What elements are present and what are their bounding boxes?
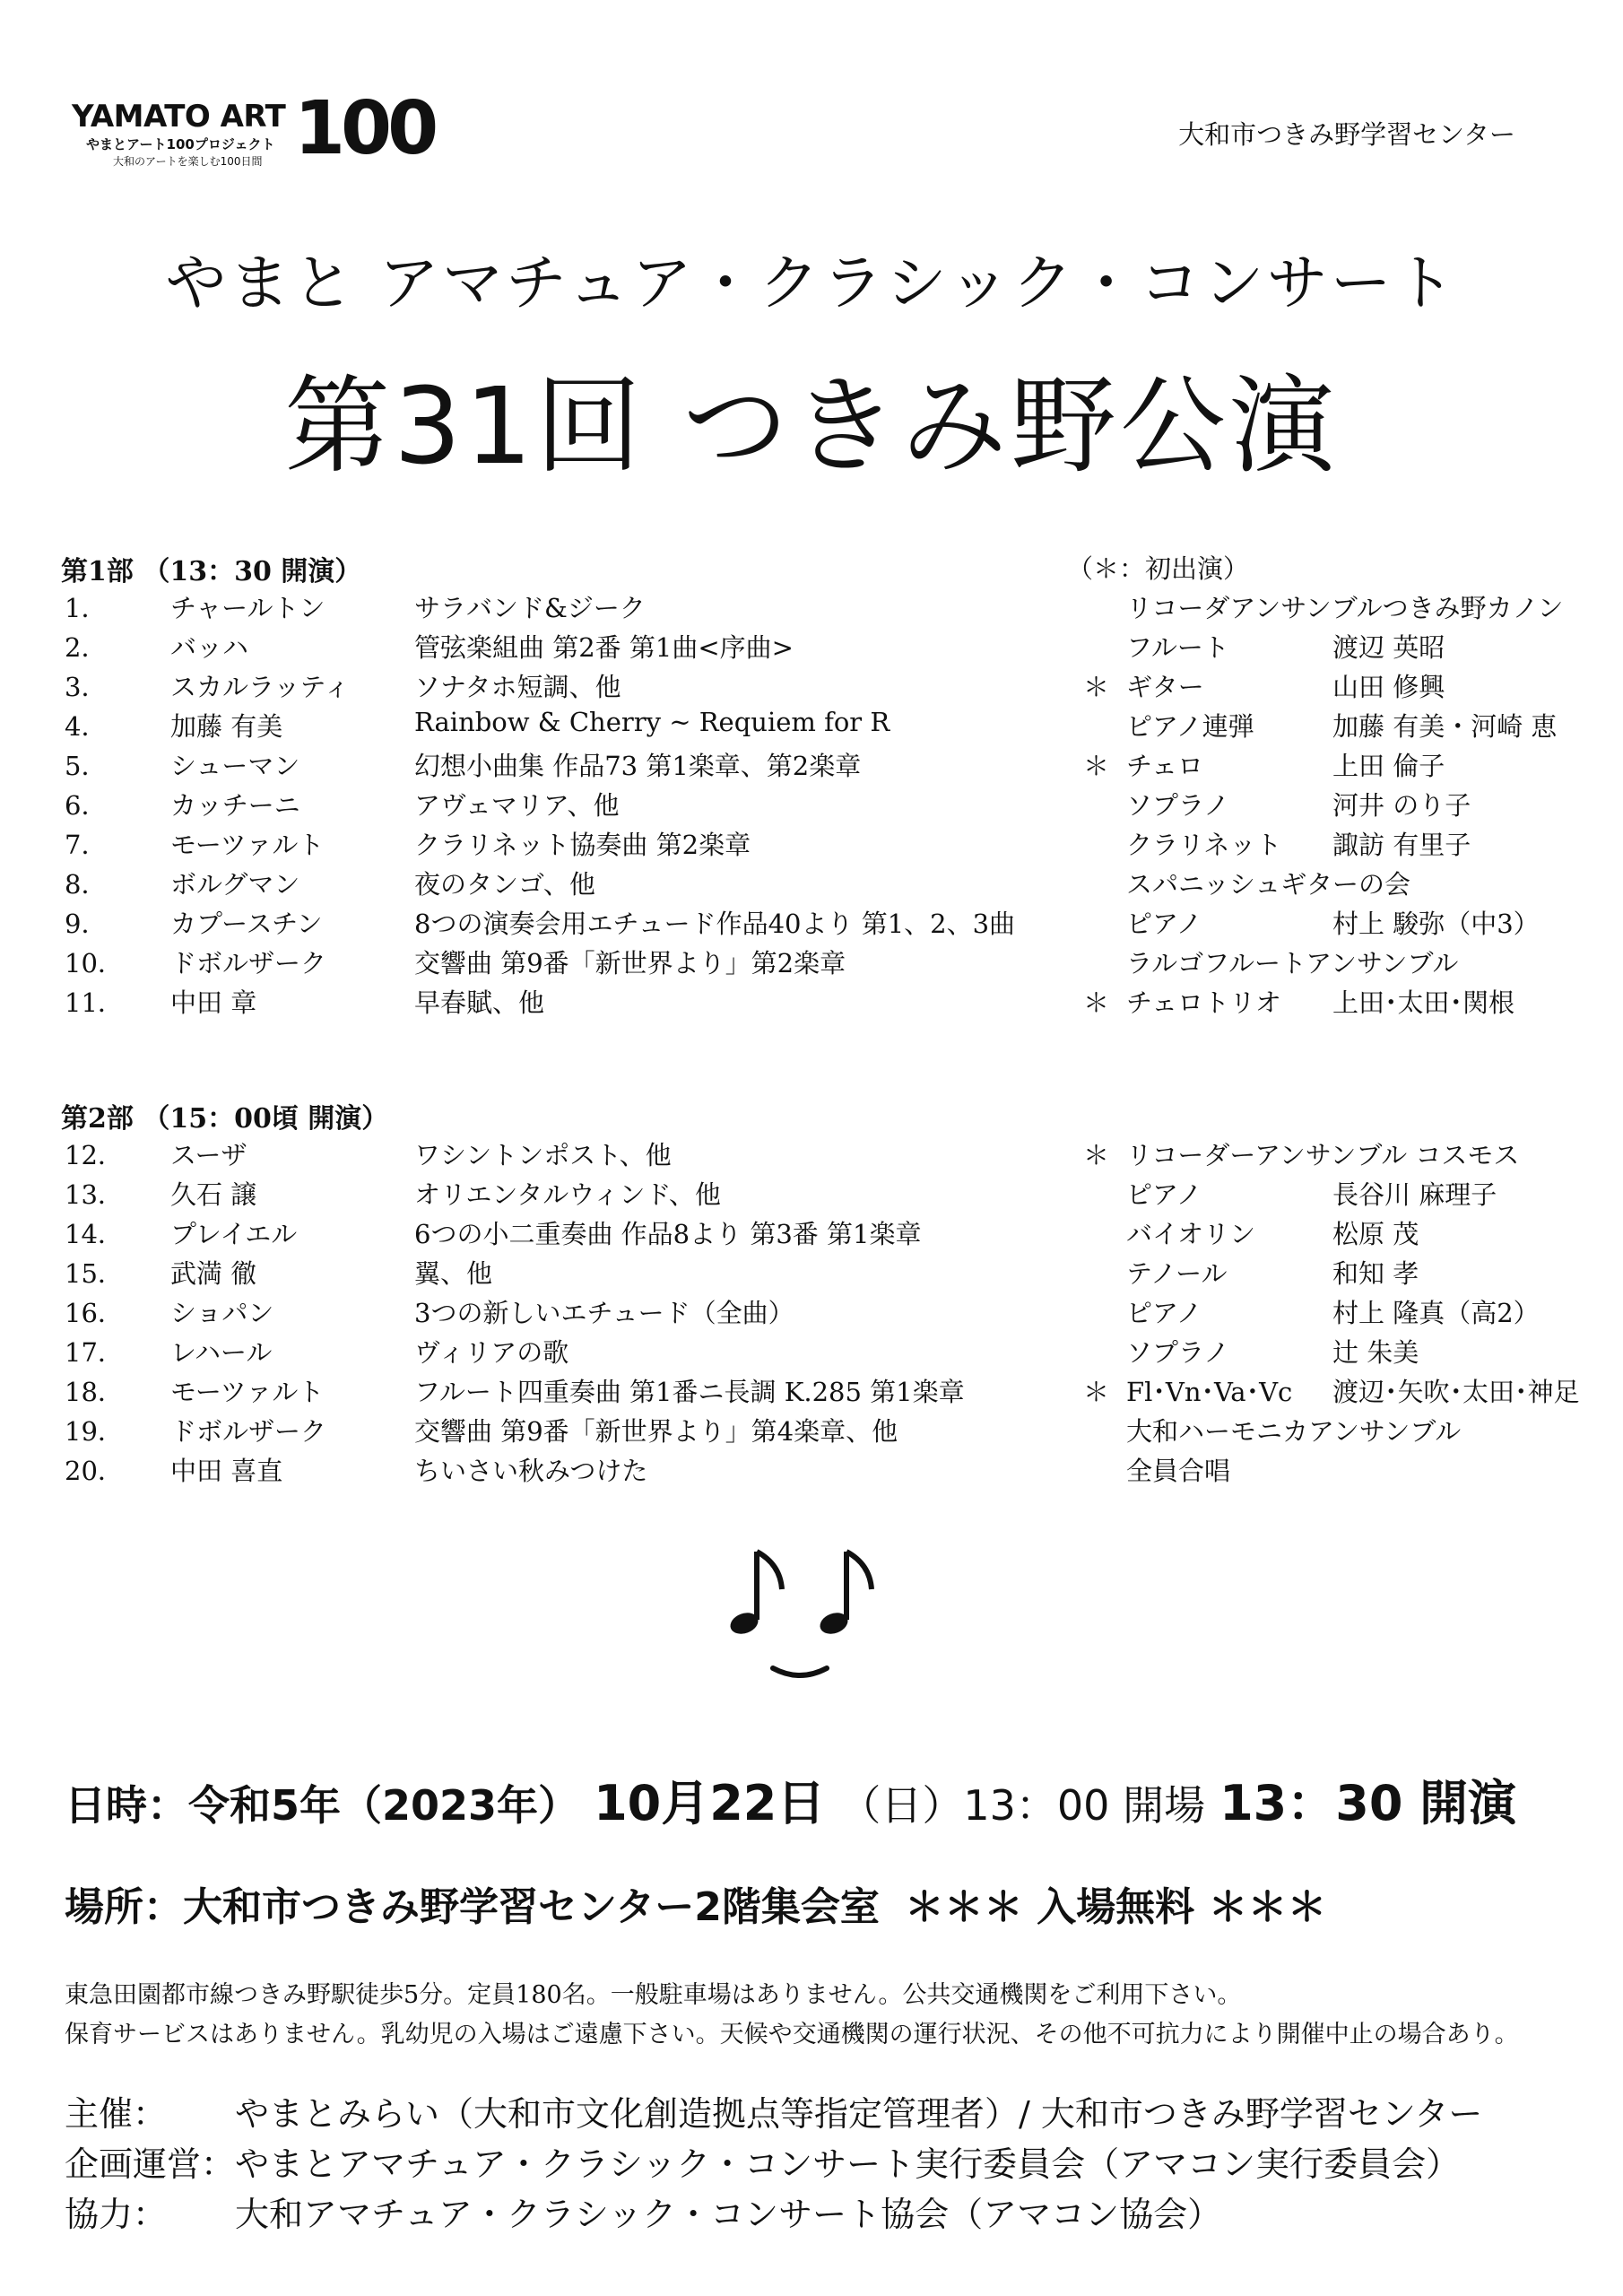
work-title: 交響曲 第9番「新世界より」第2楽章 bbox=[414, 948, 846, 978]
organizer-value: やまとアマチュア・クラシック・コンサート実行委員会（アマコン実行委員会） bbox=[235, 2144, 1461, 2184]
composer-name: チャールトン bbox=[170, 593, 325, 623]
instrument: スパニッシュギターの会 bbox=[1126, 869, 1410, 900]
organizer-value: やまとみらい（大和市文化創造拠点等指定管理者）/ 大和市つきみ野学習センター bbox=[235, 2094, 1483, 2134]
performer-name: 諏訪 有里子 bbox=[1332, 830, 1471, 860]
logo-tagline: やまとアート100プロジェクト bbox=[86, 136, 275, 152]
work-title: ワシントンポスト、他 bbox=[414, 1140, 672, 1170]
program-number: 5． bbox=[65, 751, 108, 781]
composer-name: カプースチン bbox=[170, 909, 323, 939]
performer-name: 上田 倫子 bbox=[1332, 751, 1445, 781]
composer-name: バッハ bbox=[170, 632, 249, 663]
instrument: ピアノ bbox=[1126, 1298, 1202, 1328]
program-number: 10． bbox=[65, 948, 124, 978]
work-title: ちいさい秋みつけた bbox=[414, 1456, 648, 1486]
organizer-label: 協力： bbox=[65, 2195, 168, 2234]
program-row bbox=[0, 588, 1623, 628]
performer-name: 松原 茂 bbox=[1332, 1219, 1419, 1249]
work-title: 8つの演奏会用エチュード作品40より 第1、2、3曲 bbox=[414, 909, 1016, 939]
program-number: 7． bbox=[65, 830, 108, 860]
work-title: 6つの小二重奏曲 作品8より 第3番 第1楽章 bbox=[414, 1219, 922, 1249]
work-title: フルート四重奏曲 第1番ニ長調 K.285 第1楽章 bbox=[414, 1377, 965, 1407]
admission-free: ＊＊＊ 入場無料 ＊＊＊ bbox=[904, 1884, 1327, 1930]
work-title: Rainbow & Cherry ~ Requiem for R bbox=[414, 707, 890, 737]
program-row bbox=[0, 1333, 1623, 1372]
part1-heading: 第1部 （13：30 開演） bbox=[61, 556, 362, 587]
program-number: 13． bbox=[65, 1179, 124, 1210]
performer-name: 山田 修興 bbox=[1332, 672, 1445, 702]
program-number: 20． bbox=[65, 1456, 124, 1486]
debut-legend: （＊：初出演） bbox=[1067, 553, 1250, 584]
program-row bbox=[0, 667, 1623, 707]
program-row bbox=[0, 904, 1623, 944]
debut-mark: ＊ bbox=[1083, 1377, 1110, 1407]
performer-name: 河井 のり子 bbox=[1332, 790, 1471, 821]
performer-name: 加藤 有美・河崎 恵 bbox=[1332, 711, 1558, 742]
debut-mark: ＊ bbox=[1083, 751, 1110, 781]
composer-name: 中田 喜直 bbox=[170, 1456, 283, 1486]
composer-name: シューマン bbox=[170, 751, 300, 781]
work-title: クラリネット協奏曲 第2楽章 bbox=[414, 830, 751, 860]
work-title: ヴィリアの歌 bbox=[414, 1337, 569, 1368]
program-number: 15． bbox=[65, 1258, 124, 1289]
instrument: ソプラノ bbox=[1126, 1337, 1230, 1368]
program-row bbox=[0, 1175, 1623, 1214]
organizer-planning bbox=[65, 2136, 1589, 2183]
program-number: 17． bbox=[65, 1337, 124, 1368]
program-number: 14． bbox=[65, 1219, 124, 1249]
instrument: リコーダアンサンブルつきみ野カノン bbox=[1126, 593, 1564, 623]
program-row bbox=[0, 1451, 1623, 1491]
composer-name: 武満 徹 bbox=[170, 1258, 257, 1289]
program-row bbox=[0, 983, 1623, 1022]
date-label: 日時：令和5年（2023年） bbox=[65, 1781, 580, 1830]
composer-name: ショパン bbox=[170, 1298, 274, 1328]
performer-name: 上田･太田･関根 bbox=[1332, 987, 1515, 1018]
instrument: ピアノ bbox=[1126, 909, 1202, 939]
composer-name: スーザ bbox=[170, 1140, 247, 1170]
start-time: 13：30 開演 bbox=[1219, 1775, 1517, 1831]
concert-series-title: やまと アマチュア・クラシック・コンサート bbox=[165, 248, 1458, 319]
program-number: 6． bbox=[65, 790, 108, 821]
program-row bbox=[0, 1372, 1623, 1412]
organizer-label: 企画運営： bbox=[65, 2144, 236, 2184]
instrument: ピアノ連弾 bbox=[1126, 711, 1254, 742]
program-number: 9． bbox=[65, 909, 108, 939]
composer-name: ボルグマン bbox=[170, 869, 300, 900]
access-note: 東急田園都市線つきみ野駅徒歩5分。定員180名。一般駐車場はありません。公共交通機関をご利用下さい。 bbox=[65, 1981, 1242, 2009]
composer-name: モーツァルト bbox=[170, 830, 325, 860]
instrument: Fl･Vn･Va･Vc bbox=[1126, 1377, 1293, 1407]
work-title: オリエンタルウィンド、他 bbox=[414, 1179, 721, 1210]
work-title: 交響曲 第9番「新世界より」第4楽章、他 bbox=[414, 1416, 898, 1447]
program-number: 18． bbox=[65, 1377, 124, 1407]
work-title: 幻想小曲集 作品73 第1楽章、第2楽章 bbox=[414, 751, 862, 781]
instrument: 全員合唱 bbox=[1126, 1456, 1231, 1486]
event-place bbox=[65, 1874, 1327, 1932]
program-row bbox=[0, 825, 1623, 865]
instrument: チェロトリオ bbox=[1126, 987, 1281, 1018]
place-label: 場所：大和市つきみ野学習センター2階集会室 bbox=[65, 1884, 880, 1930]
instrument: バイオリン bbox=[1126, 1219, 1256, 1249]
date-dow-doors: （日）13：00 開場 bbox=[839, 1781, 1206, 1830]
performer-name: 辻 朱美 bbox=[1332, 1337, 1419, 1368]
program-row bbox=[0, 746, 1623, 786]
work-title: 夜のタンゴ、他 bbox=[414, 869, 595, 900]
debut-mark: ＊ bbox=[1083, 1140, 1110, 1170]
instrument: 大和ハーモニカアンサンブル bbox=[1126, 1416, 1462, 1447]
composer-name: 久石 譲 bbox=[170, 1179, 257, 1210]
program-number: 19． bbox=[65, 1416, 124, 1447]
program-row bbox=[0, 628, 1623, 667]
work-title: 翼、他 bbox=[414, 1258, 493, 1289]
yamato-art-100-logo bbox=[72, 86, 475, 187]
instrument: ソプラノ bbox=[1126, 790, 1230, 821]
date-main: 10月22日 bbox=[594, 1775, 826, 1831]
program-row bbox=[0, 1293, 1623, 1333]
performer-name: 長谷川 麻理子 bbox=[1332, 1179, 1497, 1210]
work-title: アヴェマリア、他 bbox=[414, 790, 620, 821]
program-number: 11． bbox=[65, 987, 124, 1018]
music-note-face-icon bbox=[717, 1534, 915, 1695]
composer-name: ドボルザーク bbox=[170, 1416, 327, 1447]
instrument: リコーダーアンサンブル コスモス bbox=[1126, 1140, 1520, 1170]
composer-name: スカルラッティ bbox=[170, 672, 351, 702]
program-number: 8． bbox=[65, 869, 108, 900]
program-row bbox=[0, 707, 1623, 746]
organizer-label: 主催： bbox=[65, 2094, 168, 2134]
childcare-note: 保育サービスはありません。乳幼児の入場はご遠慮下さい。天候や交通機関の運行状況、その他不可抗力により開催中止の場合あり。 bbox=[65, 2021, 1519, 2048]
composer-name: 加藤 有美 bbox=[170, 711, 283, 742]
instrument: テノール bbox=[1126, 1258, 1228, 1289]
debut-mark: ＊ bbox=[1083, 987, 1110, 1018]
composer-name: カッチーニ bbox=[170, 790, 300, 821]
performer-name: 村上 隆真（高2） bbox=[1332, 1298, 1540, 1328]
work-title: 3つの新しいエチュード（全曲） bbox=[414, 1298, 794, 1328]
program-number: 16． bbox=[65, 1298, 124, 1328]
header-venue: 大和市つきみ野学習センター bbox=[1178, 119, 1515, 150]
composer-name: ドボルザーク bbox=[170, 948, 327, 978]
logo-subline: 大和のアートを楽しむ100日間 bbox=[113, 155, 263, 168]
work-title: 早春賦、他 bbox=[414, 987, 545, 1018]
program-number: 4． bbox=[65, 711, 108, 742]
program-number: 3． bbox=[65, 672, 108, 702]
performer-name: 村上 駿弥（中3） bbox=[1332, 909, 1540, 939]
program-row bbox=[0, 1214, 1623, 1254]
work-title: 管弦楽組曲 第2番 第1曲<序曲> bbox=[414, 632, 794, 663]
program-row bbox=[0, 1135, 1623, 1175]
instrument: ギター bbox=[1126, 672, 1204, 702]
program-number: 2． bbox=[65, 632, 108, 663]
composer-name: プレイエル bbox=[170, 1219, 298, 1249]
organizer-value: 大和アマチュア・クラシック・コンサート協会（アマコン協会） bbox=[235, 2195, 1222, 2234]
program-row bbox=[0, 944, 1623, 983]
program-number: 1． bbox=[65, 593, 108, 623]
performer-name: 渡辺･矢吹･太田･神足 bbox=[1332, 1377, 1580, 1407]
composer-name: 中田 章 bbox=[170, 987, 257, 1018]
concert-title: 第31回 つきみ野公演 bbox=[284, 364, 1339, 488]
program-row bbox=[0, 865, 1623, 904]
composer-name: モーツァルト bbox=[170, 1377, 325, 1407]
instrument: フルート bbox=[1126, 632, 1229, 663]
program-row bbox=[0, 1412, 1623, 1451]
program-number: 12． bbox=[65, 1140, 124, 1170]
performer-name: 渡辺 英昭 bbox=[1332, 632, 1445, 663]
instrument: ラルゴフルートアンサンブル bbox=[1126, 948, 1459, 978]
logo-number: 100 bbox=[294, 86, 435, 171]
program-row bbox=[0, 1254, 1623, 1293]
instrument: チェロ bbox=[1126, 751, 1204, 781]
organizer-cooperation bbox=[65, 2187, 1589, 2233]
part2-heading: 第2部 （15：00頃 開演） bbox=[61, 1103, 389, 1135]
debut-mark: ＊ bbox=[1083, 672, 1110, 702]
instrument: ピアノ bbox=[1126, 1179, 1202, 1210]
program-row bbox=[0, 786, 1623, 825]
work-title: サラバンド&ジーク bbox=[414, 593, 646, 623]
instrument: クラリネット bbox=[1126, 830, 1282, 860]
logo-word: YAMATO ART bbox=[72, 99, 286, 135]
event-datetime bbox=[65, 1765, 1516, 1834]
composer-name: レハール bbox=[170, 1337, 273, 1368]
organizer-host bbox=[65, 2086, 1589, 2133]
performer-name: 和知 孝 bbox=[1332, 1258, 1419, 1289]
work-title: ソナタホ短調、他 bbox=[414, 672, 621, 702]
